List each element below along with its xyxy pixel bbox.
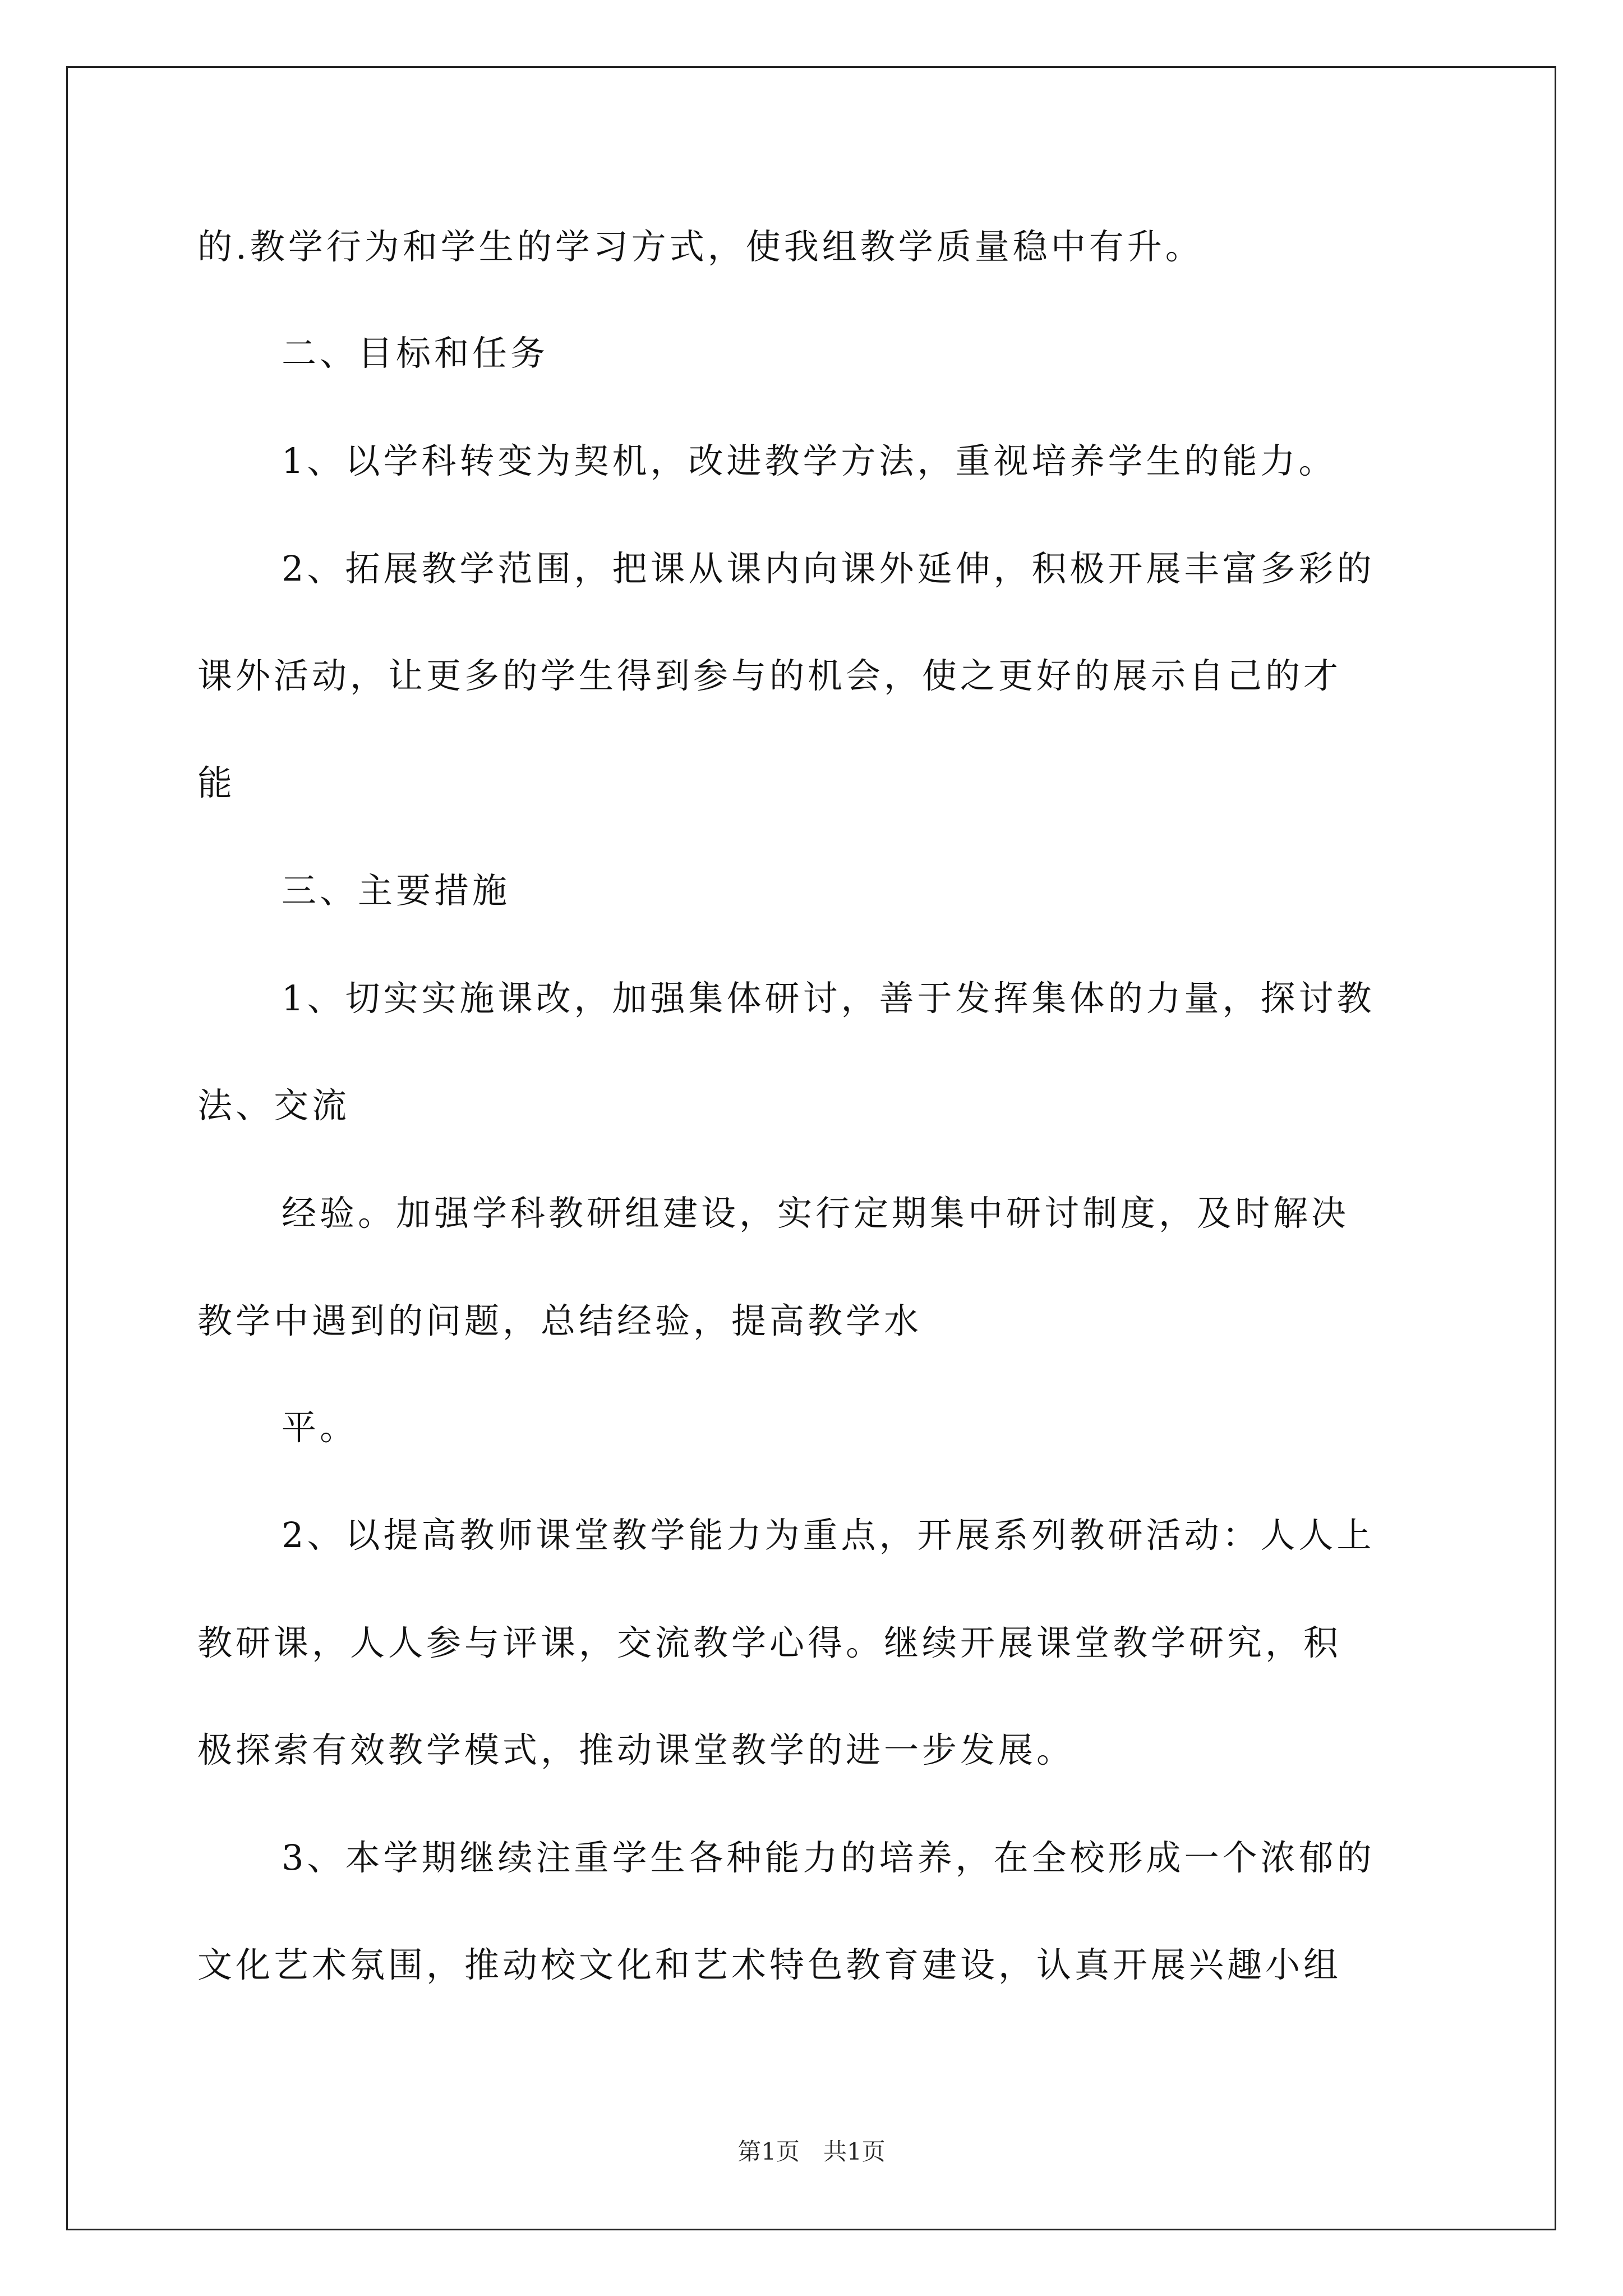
text-line: 平。 [282, 1407, 358, 1448]
text-line: 文化艺术氛围，推动校文化和艺术特色教育建设，认真开展兴趣小组 [197, 1944, 1342, 1985]
text-line: 1、切实实施课改，加强集体研讨，善于发挥集体的力量，探讨教 [282, 978, 1375, 1019]
section-heading-goals: 二、目标和任务 [282, 333, 549, 374]
text-line: 教学中遇到的问题，总结经验，提高教学水 [197, 1300, 923, 1341]
text-line: 2、以提高教师课堂教学能力为重点，开展系列教研活动：人人上 [282, 1515, 1375, 1556]
text-line: 法、交流 [197, 1085, 351, 1126]
document-body [197, 0, 1431, 2076]
text-line: 极探索有效教学模式，推动课堂教学的进一步发展。 [197, 1729, 1075, 1770]
text-line: 1、以学科转变为契机，改进教学方法，重视培养学生的能力。 [282, 440, 1337, 481]
page-number-footer: 第1页 共1页 [737, 2138, 886, 2165]
text-line: 经验。加强学科教研组建设，实行定期集中研讨制度，及时解决 [282, 1193, 1350, 1234]
text-line: 的.教学行为和学生的学习方式，使我组教学质量稳中有升。 [197, 226, 1204, 267]
section-heading-measures: 三、主要措施 [282, 870, 511, 911]
text-line: 教研课，人人参与评课，交流教学心得。继续开展课堂教学研究，积 [197, 1622, 1342, 1663]
text-line: 课外活动，让更多的学生得到参与的机会，使之更好的展示自己的才 [197, 655, 1342, 696]
text-line: 3、本学期继续注重学生各种能力的培养，在全校形成一个浓郁的 [282, 1837, 1375, 1878]
text-line: 2、拓展教学范围，把课从课内向课外延伸，积极开展丰富多彩的 [282, 548, 1375, 589]
text-line: 能 [197, 762, 236, 803]
